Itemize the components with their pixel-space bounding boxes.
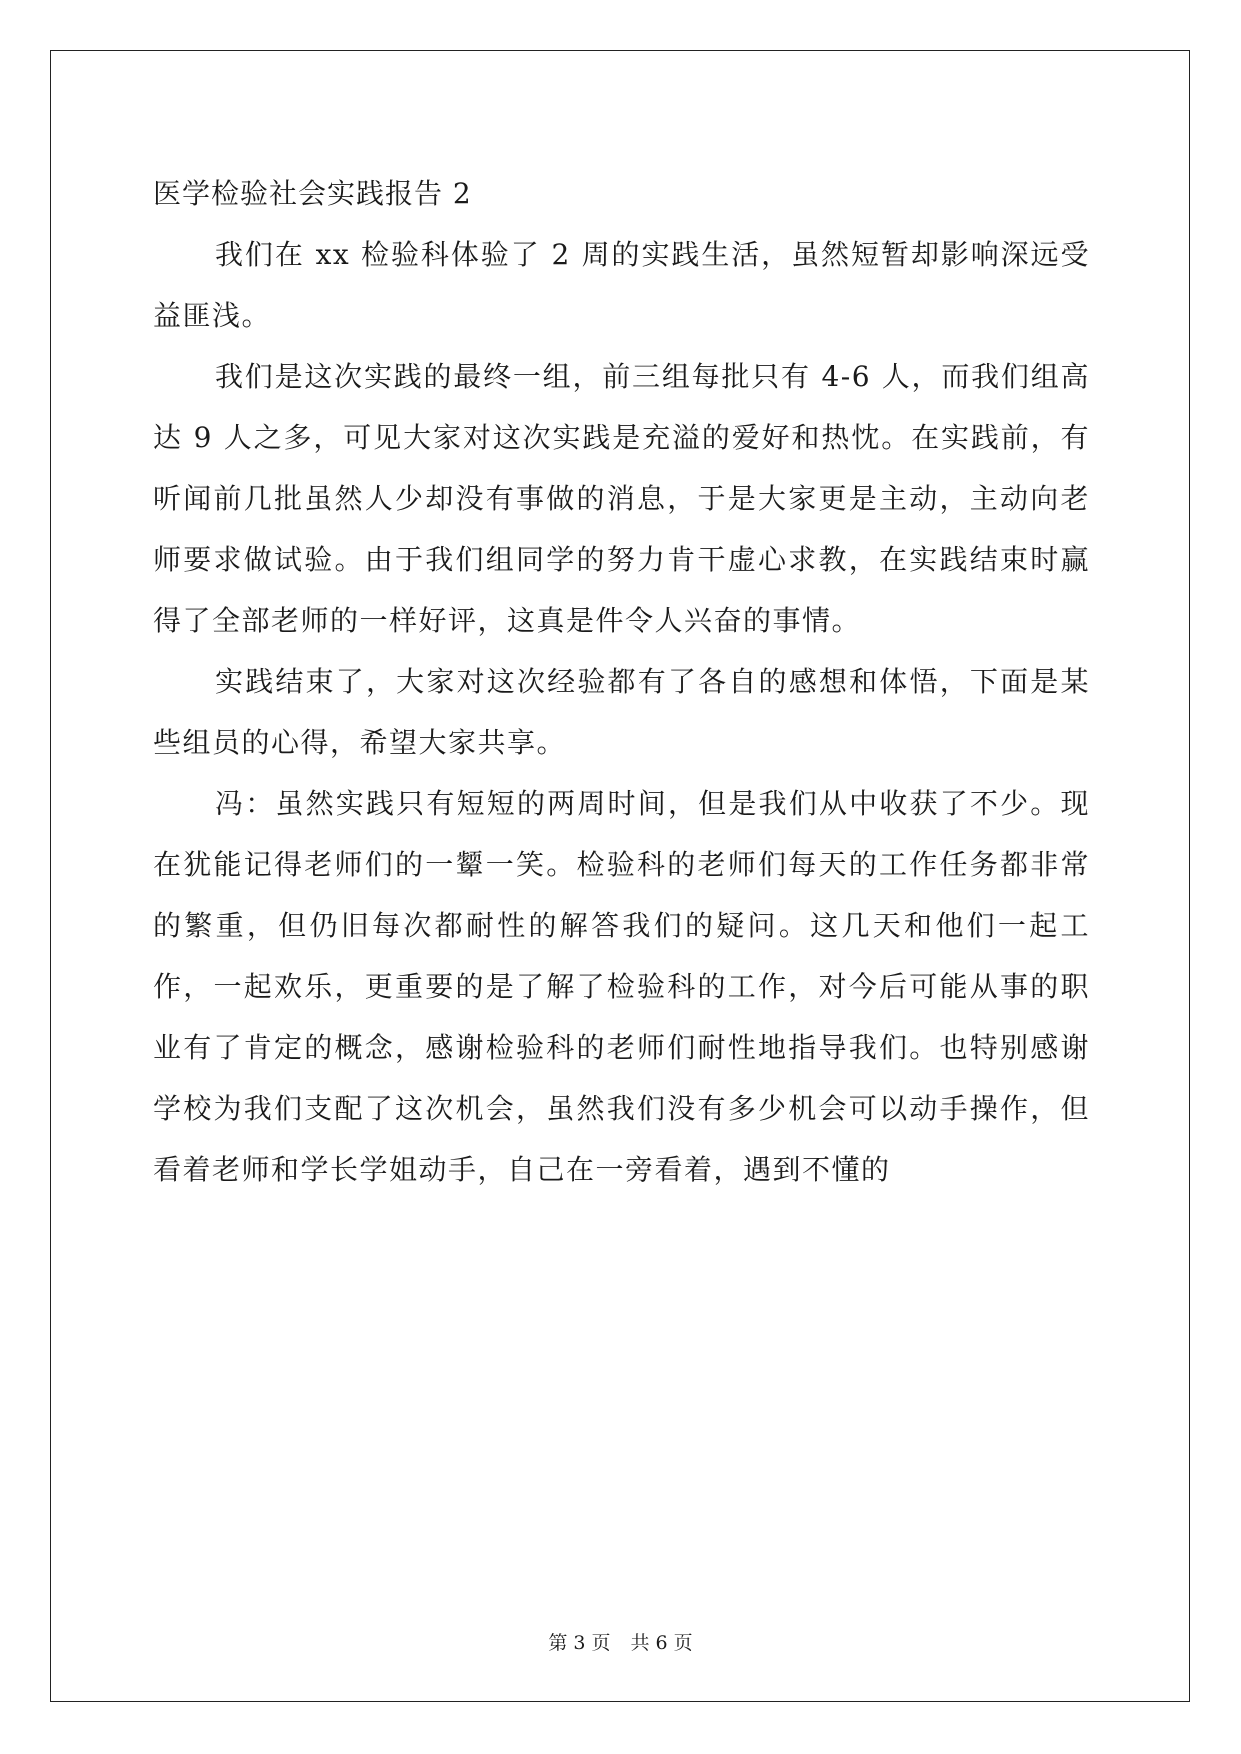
paragraph-1: 我们在 xx 检验科体验了 2 周的实践生活，虽然短暂却影响深远受益匪浅。 xyxy=(153,238,1090,332)
paragraph-3: 实践结束了，大家对这次经验都有了各自的感想和体悟，下面是某些组员的心得，希望大家共享。 xyxy=(153,665,1090,759)
paragraph-4: 冯：虽然实践只有短短的两周时间，但是我们从中收获了不少。现在犹能记得老师们的一颦一笑。检验科的老师们每天的工作任务都非常的繁重，但仍旧每次都耐性的解答我们的疑问。这几天和他们一起工作，一起欢乐，更重要的是了解了检验科的工作，对今后可能从事的职业有了肯定的概念，感谢检验科的老师们耐性地指导我们。也特别感谢学校为我们支配了这次机会，虽然我们没有多少机会可以动手操作，但看着老师和学长学姐动手，自己在一旁看着，遇到不懂的 xyxy=(153,787,1090,1186)
page-number: 第 3 页 xyxy=(548,1632,611,1654)
page-footer xyxy=(0,1630,1241,1656)
paragraph-2: 我们是这次实践的最终一组，前三组每批只有 4-6 人，而我们组高达 9 人之多，可见大家对这次实践是充溢的爱好和热忱。在实践前，有听闻前几批虽然人少却没有事做的消息，于是大家更是主动，主动向老师要求做试验。由于我们组同学的努力肯干虚心求教，在实践结束时赢得了全部老师的一样好评，这真是件令人兴奋的事情。 xyxy=(153,360,1090,637)
page-total: 共 6 页 xyxy=(630,1632,693,1654)
document-body xyxy=(153,163,1090,1200)
document-title: 医学检验社会实践报告 2 xyxy=(153,177,472,210)
